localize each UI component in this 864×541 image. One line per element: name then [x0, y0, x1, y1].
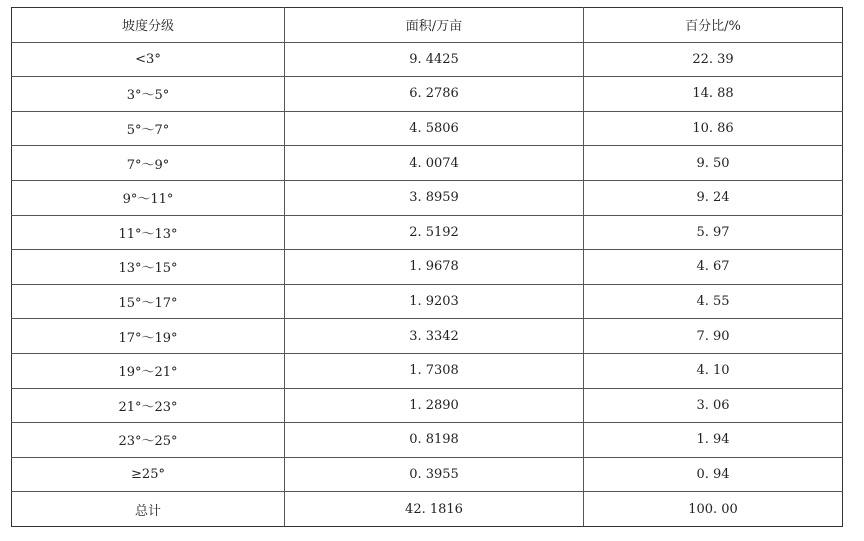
table-header-row [12, 8, 843, 43]
percentage-cell: 4. 10 [584, 353, 843, 388]
percentage-cell: 9. 50 [584, 146, 843, 181]
percentage-cell: 4. 67 [584, 250, 843, 285]
percentage-cell: 5. 97 [584, 215, 843, 250]
slope-grade-cell: 9°～11° [12, 180, 285, 215]
percentage-cell: 9. 24 [584, 180, 843, 215]
area-cell: 1. 7308 [285, 353, 584, 388]
table-row [12, 319, 843, 354]
header-area: 面积/万亩 [285, 8, 584, 43]
table-row [12, 353, 843, 388]
table-row [12, 77, 843, 112]
slope-grade-cell: 23°～25° [12, 423, 285, 458]
percentage-cell: 1. 94 [584, 423, 843, 458]
percentage-cell: 3. 06 [584, 388, 843, 423]
slope-grade-cell: <3° [12, 42, 285, 77]
slope-grade-cell: 7°～9° [12, 146, 285, 181]
area-cell: 0. 8198 [285, 423, 584, 458]
header-percentage: 百分比/% [584, 8, 843, 43]
table-row [12, 388, 843, 423]
total-area-cell: 42. 1816 [285, 492, 584, 527]
table-total-row [12, 492, 843, 527]
table-row [12, 457, 843, 492]
table-row [12, 146, 843, 181]
area-cell: 9. 4425 [285, 42, 584, 77]
slope-grade-cell: 19°～21° [12, 353, 285, 388]
percentage-cell: 14. 88 [584, 77, 843, 112]
area-cell: 1. 9678 [285, 250, 584, 285]
slope-grade-cell: 11°～13° [12, 215, 285, 250]
table-row [12, 284, 843, 319]
area-cell: 1. 2890 [285, 388, 584, 423]
slope-grade-cell: 17°～19° [12, 319, 285, 354]
header-slope-grade: 坡度分级 [12, 8, 285, 43]
table-row [12, 180, 843, 215]
table-row [12, 111, 843, 146]
slope-grade-cell: ≥25° [12, 457, 285, 492]
table-body [12, 42, 843, 526]
area-cell: 3. 8959 [285, 180, 584, 215]
table-row [12, 423, 843, 458]
percentage-cell: 7. 90 [584, 319, 843, 354]
percentage-cell: 22. 39 [584, 42, 843, 77]
slope-grade-cell: 15°～17° [12, 284, 285, 319]
percentage-cell: 10. 86 [584, 111, 843, 146]
slope-grade-cell: 13°～15° [12, 250, 285, 285]
slope-grade-cell: 5°～7° [12, 111, 285, 146]
percentage-cell: 4. 55 [584, 284, 843, 319]
slope-grade-cell: 3°～5° [12, 77, 285, 112]
area-cell: 6. 2786 [285, 77, 584, 112]
area-cell: 4. 0074 [285, 146, 584, 181]
total-label-cell: 总计 [12, 492, 285, 527]
total-percentage-cell: 100. 00 [584, 492, 843, 527]
percentage-cell: 0. 94 [584, 457, 843, 492]
slope-grade-table [11, 7, 843, 527]
area-cell: 3. 3342 [285, 319, 584, 354]
table-row [12, 250, 843, 285]
table-row [12, 42, 843, 77]
area-cell: 1. 9203 [285, 284, 584, 319]
table-row [12, 215, 843, 250]
area-cell: 0. 3955 [285, 457, 584, 492]
area-cell: 2. 5192 [285, 215, 584, 250]
slope-grade-cell: 21°～23° [12, 388, 285, 423]
area-cell: 4. 5806 [285, 111, 584, 146]
